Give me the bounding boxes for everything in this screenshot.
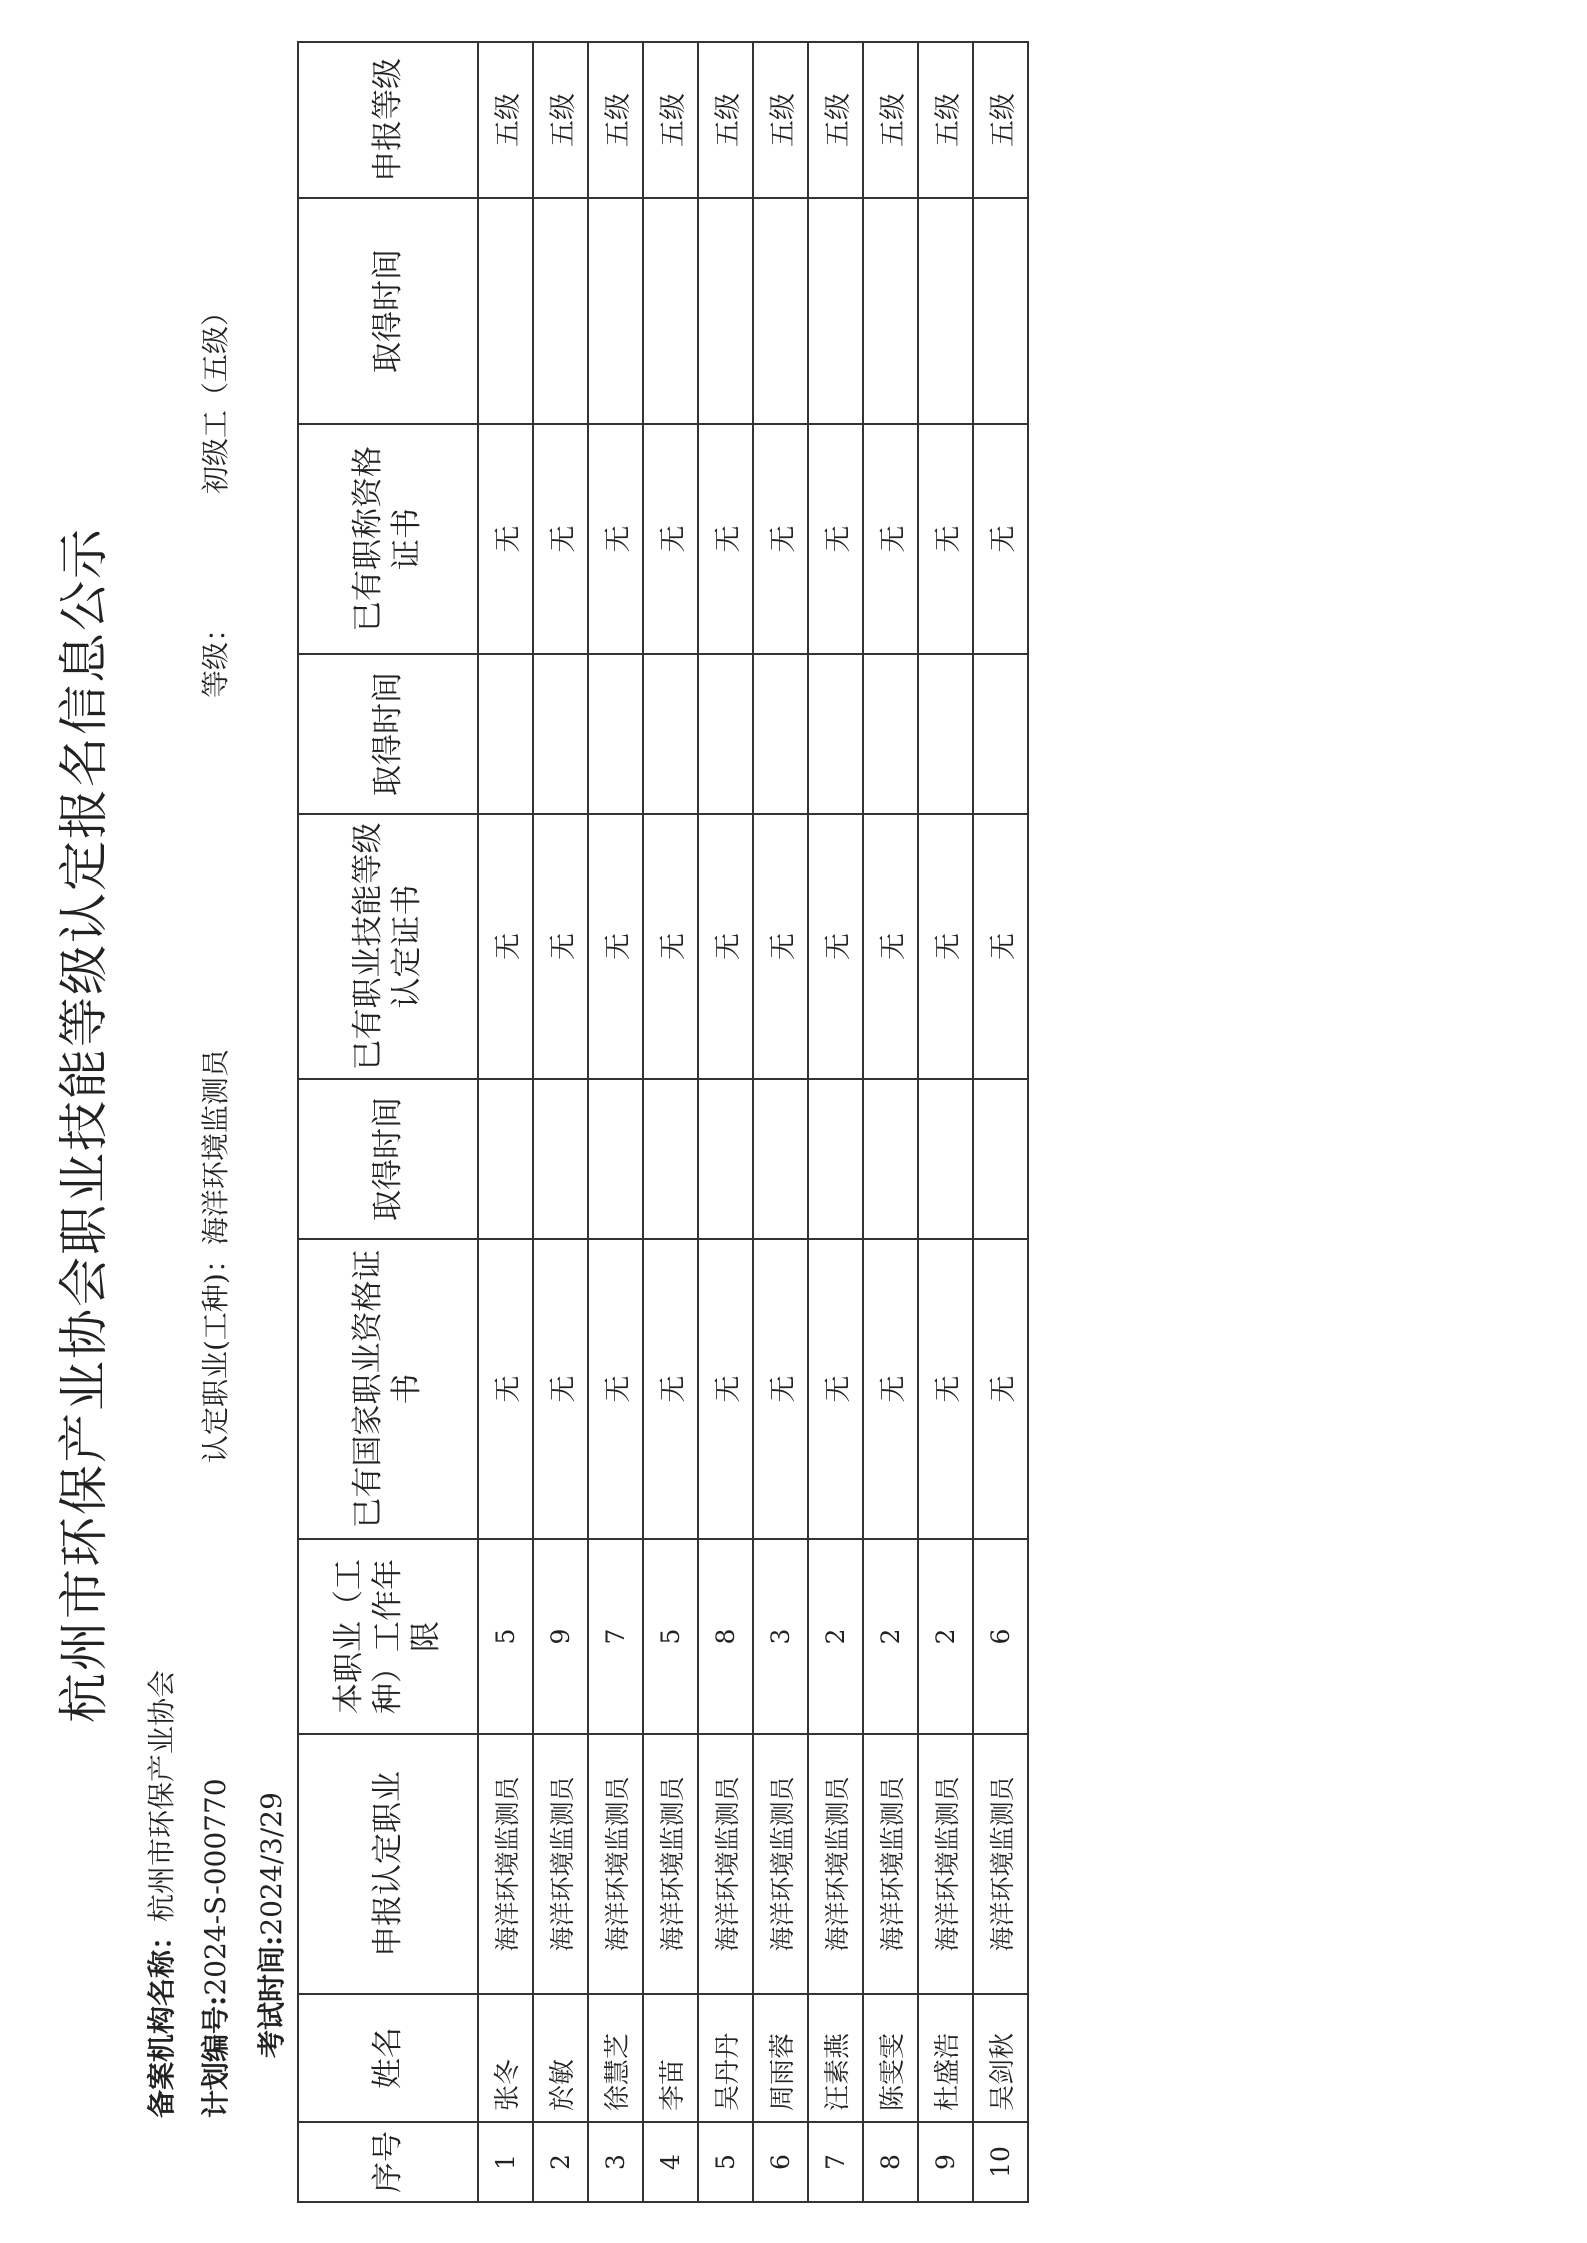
header-skill-cert: 已有职业技能等级认定证书	[298, 814, 478, 1079]
meta-org	[140, 1670, 180, 2118]
cell-occupation: 海洋环境监测员	[753, 1734, 808, 1994]
table-row	[588, 42, 643, 2202]
cell-skill-time	[863, 654, 918, 814]
meta-plan-value: 2024-S-000770	[199, 1778, 232, 1996]
cell-no: 10	[973, 2122, 1028, 2202]
page-title: 杭州市环保产业协会职业技能等级认定报名信息公示	[55, 527, 113, 1723]
cell-level: 五级	[533, 42, 588, 198]
cell-years: 2	[918, 1539, 973, 1734]
meta-date-label: 考试时间:	[255, 1935, 288, 2058]
cell-no: 1	[478, 2122, 533, 2202]
header-name: 姓名	[298, 1994, 478, 2122]
cell-skill-cert: 无	[533, 814, 588, 1079]
cell-title-cert: 无	[478, 424, 533, 654]
cell-skill-time	[698, 654, 753, 814]
cell-national-cert: 无	[973, 1239, 1028, 1539]
cell-national-cert: 无	[478, 1239, 533, 1539]
cell-national-time	[588, 1079, 643, 1239]
cell-skill-cert: 无	[478, 814, 533, 1079]
cell-skill-cert: 无	[643, 814, 698, 1079]
cell-years: 5	[478, 1539, 533, 1734]
header-occupation: 申报认定职业	[298, 1734, 478, 1994]
table-row	[863, 42, 918, 2202]
cell-level: 五级	[863, 42, 918, 198]
cell-title-time	[588, 198, 643, 424]
cell-title-time	[863, 198, 918, 424]
cell-title-cert: 无	[863, 424, 918, 654]
table-header-row	[298, 42, 478, 2202]
meta-occupation-label: 认定职业(工种)：	[199, 1245, 232, 1463]
cell-no: 2	[533, 2122, 588, 2202]
cell-national-cert: 无	[863, 1239, 918, 1539]
cell-skill-time	[918, 654, 973, 814]
cell-occupation: 海洋环境监测员	[698, 1734, 753, 1994]
cell-skill-time	[808, 654, 863, 814]
cell-title-time	[808, 198, 863, 424]
cell-national-time	[533, 1079, 588, 1239]
cell-national-cert: 无	[918, 1239, 973, 1539]
cell-skill-cert: 无	[973, 814, 1028, 1079]
cell-years: 9	[533, 1539, 588, 1734]
cell-no: 7	[808, 2122, 863, 2202]
cell-national-cert: 无	[753, 1239, 808, 1539]
table-row	[973, 42, 1028, 2202]
meta-org-label: 备案机构名称：	[145, 1921, 178, 2118]
cell-occupation: 海洋环境监测员	[863, 1734, 918, 1994]
cell-national-cert: 无	[698, 1239, 753, 1539]
cell-skill-cert: 无	[918, 814, 973, 1079]
meta-level	[194, 298, 234, 698]
cell-skill-cert: 无	[808, 814, 863, 1079]
cell-years: 3	[753, 1539, 808, 1734]
cell-title-cert: 无	[918, 424, 973, 654]
cell-title-cert: 无	[588, 424, 643, 654]
cell-skill-time	[478, 654, 533, 814]
cell-title-time	[478, 198, 533, 424]
cell-level: 五级	[478, 42, 533, 198]
cell-no: 3	[588, 2122, 643, 2202]
cell-skill-time	[643, 654, 698, 814]
meta-level-value: 初级工（五级）	[199, 297, 232, 494]
cell-skill-cert: 无	[863, 814, 918, 1079]
meta-plan-label: 计划编号:	[199, 1995, 232, 2118]
cell-national-time	[478, 1079, 533, 1239]
cell-title-cert: 无	[533, 424, 588, 654]
meta-plan	[194, 1778, 234, 2118]
cell-no: 6	[753, 2122, 808, 2202]
header-skill-time: 取得时间	[298, 654, 478, 814]
header-national-time: 取得时间	[298, 1079, 478, 1239]
cell-no: 5	[698, 2122, 753, 2202]
cell-years: 8	[698, 1539, 753, 1734]
registration-table	[297, 41, 1029, 2203]
cell-no: 4	[643, 2122, 698, 2202]
cell-national-cert: 无	[533, 1239, 588, 1539]
cell-occupation: 海洋环境监测员	[643, 1734, 698, 1994]
cell-years: 5	[643, 1539, 698, 1734]
meta-occupation-value: 海洋环境监测员	[199, 1049, 232, 1246]
table-row	[533, 42, 588, 2202]
cell-years: 6	[973, 1539, 1028, 1734]
cell-title-time	[973, 198, 1028, 424]
registration-table-wrap	[297, 43, 1029, 2203]
cell-skill-cert: 无	[698, 814, 753, 1079]
cell-national-time	[643, 1079, 698, 1239]
cell-national-time	[973, 1079, 1028, 1239]
cell-occupation: 海洋环境监测员	[973, 1734, 1028, 1994]
cell-title-cert: 无	[973, 424, 1028, 654]
cell-title-cert: 无	[808, 424, 863, 654]
header-title-time: 取得时间	[298, 198, 478, 424]
cell-title-time	[643, 198, 698, 424]
cell-level: 五级	[698, 42, 753, 198]
table-row	[698, 42, 753, 2202]
meta-date	[250, 1792, 290, 2058]
cell-years: 2	[863, 1539, 918, 1734]
cell-name: 杜盛浩	[918, 1994, 973, 2122]
table-row	[643, 42, 698, 2202]
cell-name: 汪素燕	[808, 1994, 863, 2122]
cell-level: 五级	[973, 42, 1028, 198]
cell-name: 陈雯雯	[863, 1994, 918, 2122]
cell-national-time	[753, 1079, 808, 1239]
table-row	[808, 42, 863, 2202]
cell-national-time	[808, 1079, 863, 1239]
cell-name: 徐慧芝	[588, 1994, 643, 2122]
cell-level: 五级	[643, 42, 698, 198]
table-row	[918, 42, 973, 2202]
cell-skill-time	[973, 654, 1028, 814]
cell-skill-time	[753, 654, 808, 814]
cell-skill-time	[588, 654, 643, 814]
header-level: 申报等级	[298, 42, 478, 198]
meta-occupation	[194, 1049, 234, 1463]
header-title-cert: 已有职称资格证书	[298, 424, 478, 654]
cell-occupation: 海洋环境监测员	[478, 1734, 533, 1994]
meta-level-label: 等级：	[199, 613, 232, 698]
cell-name: 张冬	[478, 1994, 533, 2122]
cell-national-cert: 无	[588, 1239, 643, 1539]
table-body	[478, 42, 1028, 2202]
cell-occupation: 海洋环境监测员	[588, 1734, 643, 1994]
meta-org-value: 杭州市环保产业协会	[145, 1669, 178, 1922]
cell-level: 五级	[918, 42, 973, 198]
cell-years: 7	[588, 1539, 643, 1734]
cell-no: 9	[918, 2122, 973, 2202]
cell-occupation: 海洋环境监测员	[808, 1734, 863, 1994]
table-row	[478, 42, 533, 2202]
header-no: 序号	[298, 2122, 478, 2202]
cell-level: 五级	[753, 42, 808, 198]
cell-title-time	[533, 198, 588, 424]
cell-name: 周雨蓉	[753, 1994, 808, 2122]
cell-name: 李苗	[643, 1994, 698, 2122]
cell-occupation: 海洋环境监测员	[533, 1734, 588, 1994]
cell-title-time	[918, 198, 973, 424]
table-row	[753, 42, 808, 2202]
cell-title-cert: 无	[698, 424, 753, 654]
header-years: 本职业（工种）工作年限	[298, 1539, 478, 1734]
cell-national-time	[918, 1079, 973, 1239]
cell-skill-cert: 无	[588, 814, 643, 1079]
cell-national-cert: 无	[643, 1239, 698, 1539]
header-national-cert: 已有国家职业资格证书	[298, 1239, 478, 1539]
cell-national-cert: 无	[808, 1239, 863, 1539]
meta-date-value: 2024/3/29	[255, 1792, 288, 1936]
cell-skill-time	[533, 654, 588, 814]
cell-name: 吴丹丹	[698, 1994, 753, 2122]
cell-occupation: 海洋环境监测员	[918, 1734, 973, 1994]
cell-years: 2	[808, 1539, 863, 1734]
cell-name: 於敏	[533, 1994, 588, 2122]
cell-level: 五级	[808, 42, 863, 198]
cell-title-time	[698, 198, 753, 424]
cell-national-time	[863, 1079, 918, 1239]
cell-name: 吴剑秋	[973, 1994, 1028, 2122]
cell-national-time	[698, 1079, 753, 1239]
cell-title-cert: 无	[753, 424, 808, 654]
cell-skill-cert: 无	[753, 814, 808, 1079]
cell-title-cert: 无	[643, 424, 698, 654]
cell-no: 8	[863, 2122, 918, 2202]
cell-title-time	[753, 198, 808, 424]
cell-level: 五级	[588, 42, 643, 198]
